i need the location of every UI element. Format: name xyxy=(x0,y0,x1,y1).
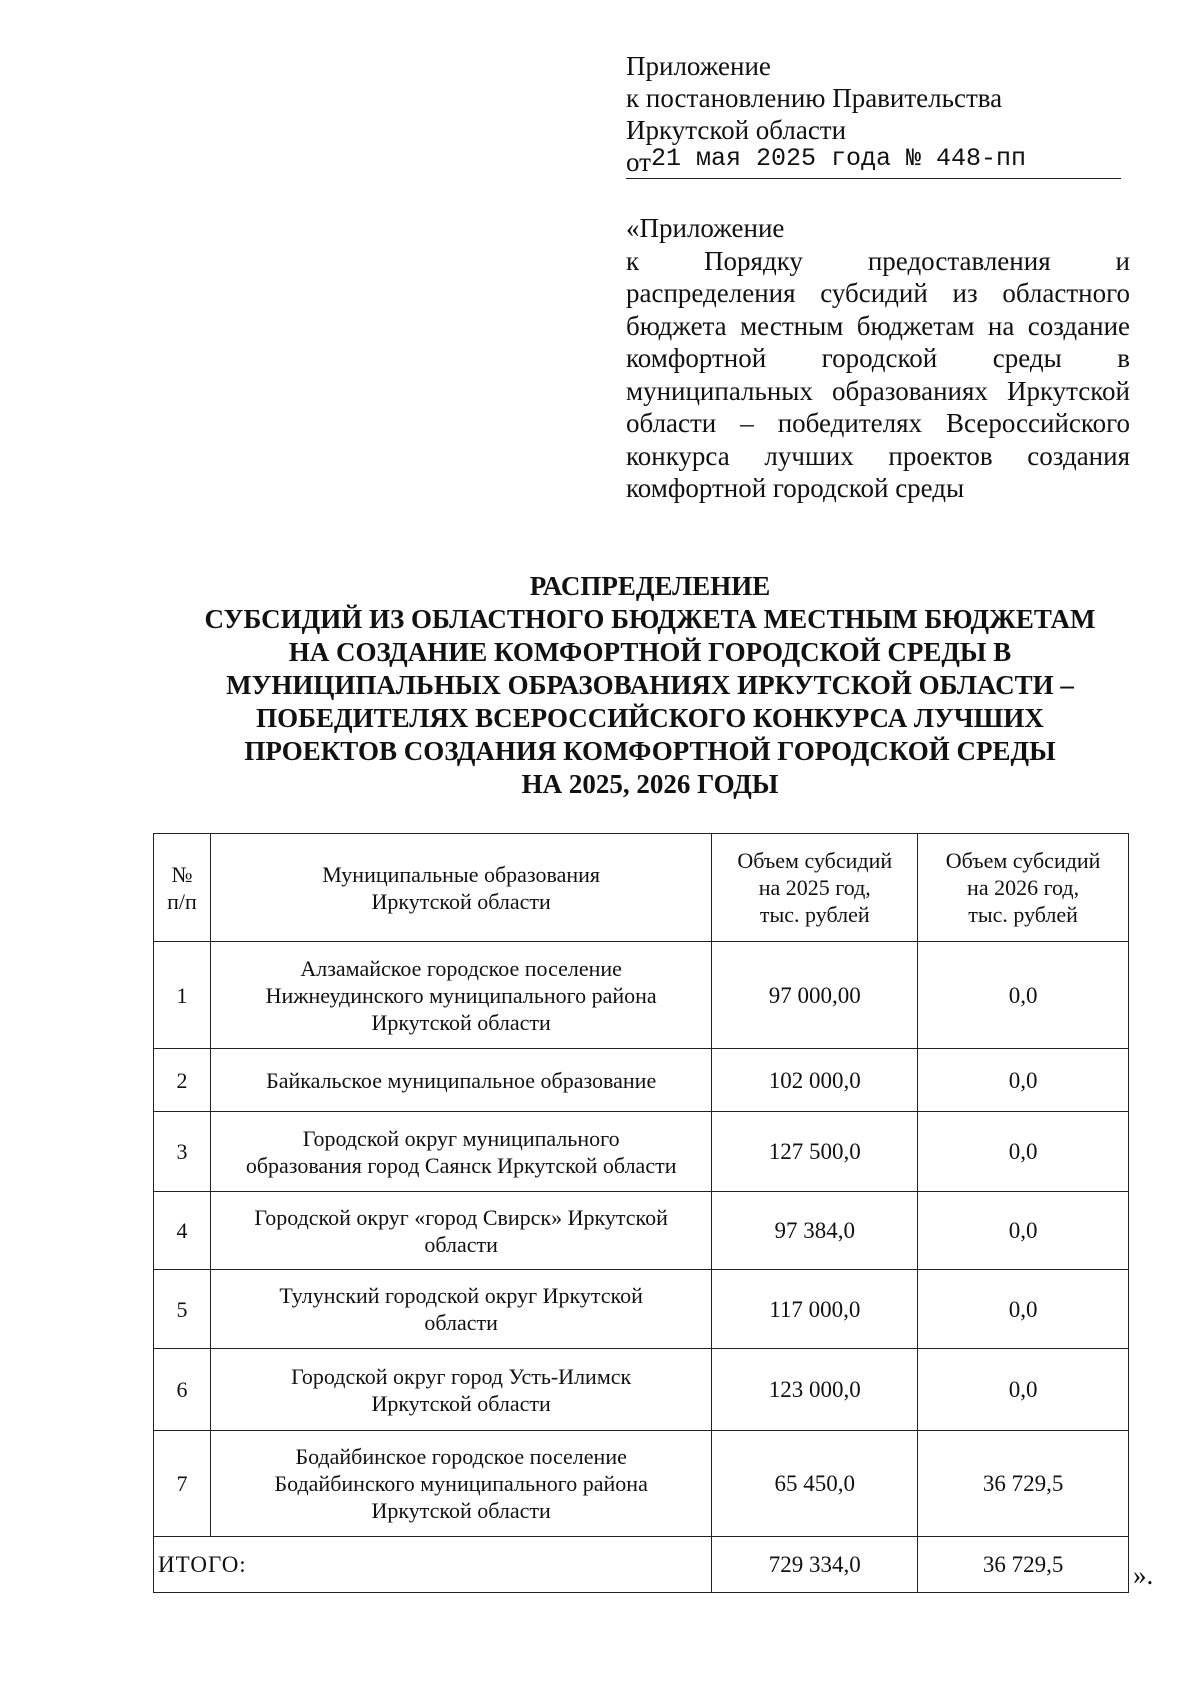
total-subsidy-2025: 729 334,0 xyxy=(712,1537,918,1593)
row-subsidy-2026: 0,0 xyxy=(918,1112,1129,1192)
header-line-region: Иркутской области xyxy=(626,115,847,145)
table-row xyxy=(154,1431,1129,1537)
table-row xyxy=(154,1349,1129,1431)
row-municipality: Городской округ муниципального образования город Саянск Иркутской области xyxy=(210,1112,711,1192)
title-line: ПОБЕДИТЕЛЯХ ВСЕРОССИЙСКОГО КОНКУРСА ЛУЧШИХ xyxy=(256,703,1044,733)
row-subsidy-2025: 123 000,0 xyxy=(712,1349,918,1431)
row-subsidy-2026: 0,0 xyxy=(918,942,1129,1049)
title-line: ПРОЕКТОВ СОЗДАНИЯ КОМФОРТНОЙ ГОРОДСКОЙ СРЕДЫ xyxy=(244,736,1056,766)
row-subsidy-2026: 0,0 xyxy=(918,1349,1129,1431)
row-number: 4 xyxy=(154,1192,211,1270)
date-prefix: от xyxy=(626,147,651,177)
approval-header xyxy=(626,50,1126,179)
title-line: СУБСИДИЙ ИЗ ОБЛАСТНОГО БЮДЖЕТА МЕСТНЫМ БЮДЖЕТАМ xyxy=(204,604,1096,634)
annex-text: к Порядку предоставления и распределения субсидий из областного бюджета местным бюджетам на создание комфортной городской среды в муниципальных образованиях Иркутской области – победителях Всероссийского конкурса лучших проектов создания комфортной городской среды xyxy=(626,245,1130,503)
header-line-annex: Приложение xyxy=(626,51,771,81)
table-row xyxy=(154,1270,1129,1349)
table-row xyxy=(154,1049,1129,1112)
row-subsidy-2025: 97 000,00 xyxy=(712,942,918,1049)
row-subsidy-2026: 36 729,5 xyxy=(918,1431,1129,1537)
table-row xyxy=(154,1192,1129,1270)
row-number: 5 xyxy=(154,1270,211,1349)
header-line-resolution: к постановлению Правительства xyxy=(626,83,1003,113)
row-subsidy-2025: 102 000,0 xyxy=(712,1049,918,1112)
header-number: № п/п xyxy=(154,834,211,942)
header-subsidy-2025: Объем субсидий на 2025 год, тыс. рублей xyxy=(712,834,918,942)
header-municipality: Муниципальные образования Иркутской области xyxy=(210,834,711,942)
row-subsidy-2026: 0,0 xyxy=(918,1270,1129,1349)
row-municipality: Алзамайское городское поселение Нижнеудинского муниципального района Иркутской области xyxy=(210,942,711,1049)
title-line: НА 2025, 2026 ГОДЫ xyxy=(521,769,779,799)
annex-title: «Приложение xyxy=(626,213,785,243)
table-row xyxy=(154,942,1129,1049)
title-line: РАСПРЕДЕЛЕНИЕ xyxy=(529,571,771,601)
row-subsidy-2025: 97 384,0 xyxy=(712,1192,918,1270)
header-subsidy-2026: Объем субсидий на 2026 год, тыс. рублей xyxy=(918,834,1129,942)
document-title xyxy=(140,570,1160,801)
title-line: НА СОЗДАНИЕ КОМФОРТНОЙ ГОРОДСКОЙ СРЕДЫ В xyxy=(288,637,1012,667)
row-number: 2 xyxy=(154,1049,211,1112)
row-municipality: Тулунский городской округ Иркутской области xyxy=(210,1270,711,1349)
row-subsidy-2025: 117 000,0 xyxy=(712,1270,918,1349)
row-number: 3 xyxy=(154,1112,211,1192)
annex-reference xyxy=(626,212,1130,505)
resolution-date-number: 21 мая 2025 года № 448-пп xyxy=(650,144,1027,173)
row-municipality: Городской округ город Усть-Илимск Иркутской области xyxy=(210,1349,711,1431)
row-subsidy-2025: 127 500,0 xyxy=(712,1112,918,1192)
total-subsidy-2026: 36 729,5 xyxy=(918,1537,1129,1593)
row-subsidy-2026: 0,0 xyxy=(918,1192,1129,1270)
closing-quote: ». xyxy=(1133,1560,1154,1590)
row-subsidy-2025: 65 450,0 xyxy=(712,1431,918,1537)
row-number: 6 xyxy=(154,1349,211,1431)
title-line: МУНИЦИПАЛЬНЫХ ОБРАЗОВАНИЯХ ИРКУТСКОЙ ОБЛАСТИ – xyxy=(226,670,1074,700)
table-row xyxy=(154,1112,1129,1192)
row-subsidy-2026: 0,0 xyxy=(918,1049,1129,1112)
subsidy-distribution-table xyxy=(153,833,1129,1593)
row-municipality: Байкальское муниципальное образование xyxy=(210,1049,711,1112)
resolution-date-line xyxy=(626,146,1121,179)
table-header-row xyxy=(154,834,1129,942)
row-number: 1 xyxy=(154,942,211,1049)
row-number: 7 xyxy=(154,1431,211,1537)
row-municipality: Бодайбинское городское поселение Бодайбинского муниципального района Иркутской области xyxy=(210,1431,711,1537)
total-row xyxy=(154,1537,1129,1593)
total-label: ИТОГО: xyxy=(154,1537,712,1593)
row-municipality: Городской округ «город Свирск» Иркутской области xyxy=(210,1192,711,1270)
